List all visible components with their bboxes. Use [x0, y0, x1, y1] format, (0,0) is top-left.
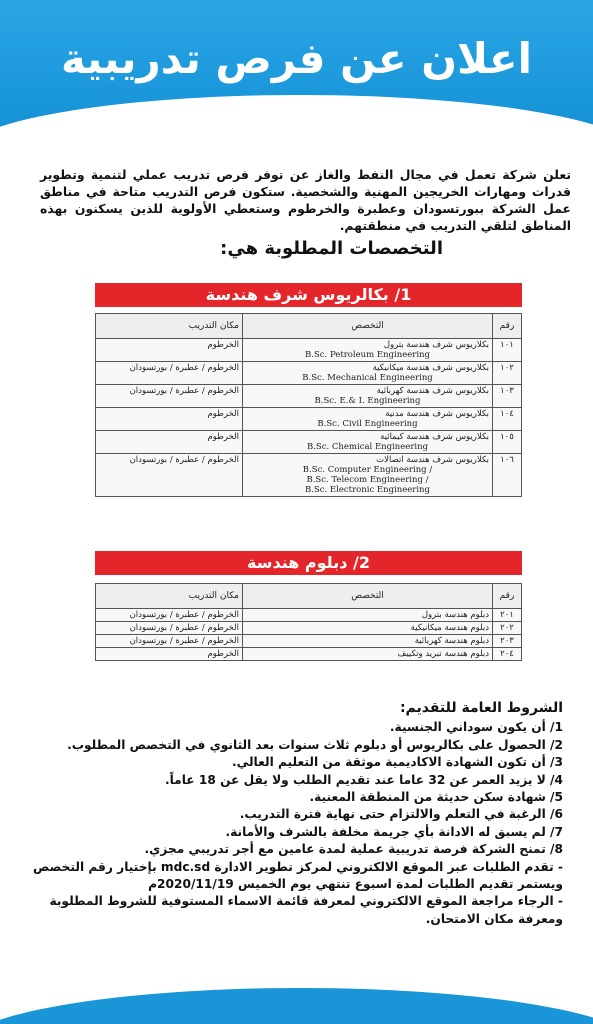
- header-specialization: التخصص: [243, 314, 493, 339]
- table-row: [96, 431, 522, 454]
- spec-ar: بكلاريوس شرف هندسة كيمائية: [380, 432, 489, 442]
- footer-wave: [0, 980, 593, 1024]
- spec-en: B.Sc. Telecom Engineering /: [306, 475, 429, 485]
- intro-paragraph: تعلن شركة تعمل في مجال النفط والغاز عن توفر فرص تدريب عملي لتنمية وتطوير قدرات ومهارات الخريجين المهنية والشخصية. ستكون فرص التدريب متاحة في مناطق عمل الشركة ببورتسودان وعطبرة والخرطوم وستعطي الأولوية للذين يسكنون بهذه المناطق لتلقي التدريب في منطقتهم.: [40, 167, 571, 233]
- spec-en: B.Sc. Mechanical Engineering: [302, 373, 433, 383]
- condition-item: 5/ شهادة سكن حديثة من المنطقة المعنية.: [309, 790, 563, 805]
- row-number: ٢٠٤: [493, 648, 522, 661]
- spec-en: B.Sc. Electronic Engineering: [305, 485, 430, 495]
- row-number: ٢٠٣: [493, 635, 522, 648]
- row-specialization: دبلوم هندسة بترول: [243, 609, 493, 622]
- row-location: الخرطوم / عطبرة / بورتسودان: [96, 622, 243, 635]
- condition-item: 4/ لا يزيد العمر عن 32 عاما عند تقديم الطلب ولا يقل عن 18 عاماً.: [164, 772, 563, 787]
- row-location: الخرطوم / عطبرة / بورتسودان: [96, 362, 243, 385]
- conditions-section: [30, 700, 563, 928]
- row-specialization: دبلوم هندسة تبريد وتكييف: [243, 648, 493, 661]
- row-specialization: [243, 408, 493, 431]
- row-number: ١٠٣: [493, 385, 522, 408]
- required-specializations-heading: التخصصات المطلوبة هي:: [220, 238, 443, 259]
- header-number: رقم: [493, 314, 522, 339]
- row-location: الخرطوم: [96, 648, 243, 661]
- section2-bar: 2/ دبلوم هندسة: [95, 551, 522, 575]
- row-specialization: [243, 454, 493, 497]
- row-location: الخرطوم / عطبرة / بورتسودان: [96, 454, 243, 497]
- table-row: [96, 609, 522, 622]
- bachelor-table: [95, 313, 522, 497]
- spec-en: B.Sc. Chemical Engineering: [306, 442, 429, 452]
- spec-ar: بكلاريوس شرف هندسة كهربائية: [376, 386, 489, 396]
- spec-en: B.Sc. E.& I. Engineering: [314, 396, 421, 406]
- review-note: - الرجاء مراجعة الموقع الالكتروني لمعرفة قائمة الاسماء المستوفية للشروط المطلوبة ومعرفة مكان الامتحان.: [49, 894, 563, 926]
- row-location: الخرطوم / عطبرة / بورتسودان: [96, 635, 243, 648]
- section1-bar: 1/ بكالريوس شرف هندسة: [95, 283, 522, 307]
- spec-ar: بكلاريوس شرف هندسة بترول: [383, 340, 489, 350]
- condition-item: 7/ لم يسبق له الادانة بأي جريمة مخلفة بالشرف والأمانة.: [225, 824, 563, 839]
- row-number: ١٠٤: [493, 408, 522, 431]
- table-row: [96, 339, 522, 362]
- row-location: الخرطوم: [96, 339, 243, 362]
- diploma-table: [95, 583, 522, 661]
- row-number: ١٠٦: [493, 454, 522, 497]
- row-location: الخرطوم: [96, 431, 243, 454]
- header-banner: [0, 0, 593, 130]
- spec-en: B.Sc. Civil Engineering: [317, 419, 418, 429]
- row-number: ١٠٥: [493, 431, 522, 454]
- table-row: [96, 362, 522, 385]
- header-location: مكان التدريب: [96, 314, 243, 339]
- table-row: [96, 385, 522, 408]
- condition-item: 2/ الحصول على بكالريوس أو دبلوم ثلاث سنوات بعد الثانوي في التخصص المطلوب.: [67, 737, 563, 752]
- row-specialization: [243, 385, 493, 408]
- header-specialization: التخصص: [243, 584, 493, 609]
- table-header-row: [96, 314, 522, 339]
- table-row: [96, 635, 522, 648]
- table-row: [96, 408, 522, 431]
- row-number: ١٠١: [493, 339, 522, 362]
- row-specialization: [243, 431, 493, 454]
- row-location: الخرطوم / عطبرة / بورتسودان: [96, 609, 243, 622]
- table-row: [96, 648, 522, 661]
- page-title: اعلان عن فرص تدريبية: [60, 34, 533, 83]
- condition-item: 3/ أن تكون الشهادة الاكاديمية موثقة من التعليم العالي.: [232, 755, 563, 770]
- row-location: الخرطوم / عطبرة / بورتسودان: [96, 385, 243, 408]
- header-location: مكان التدريب: [96, 584, 243, 609]
- spec-ar: بكلاريوس شرف هندسة اتصالات: [376, 455, 489, 465]
- application-note: - تقدم الطلبات عبر الموقع الالكتروني لمركز تطوير الادارة mdc.sd بإختيار رقم التخصص ويستمر تقديم الطلبات لمدة اسبوع تنتهي يوم الخميس 2020/11/19م: [32, 859, 563, 892]
- row-specialization: [243, 339, 493, 362]
- condition-item: 8/ تمنح الشركة فرصة تدريبية عملية لمدة عامين مع أجر تدريبي مجزي.: [144, 842, 563, 857]
- header-wave: [0, 95, 593, 130]
- conditions-title: الشروط العامة للتقديم:: [399, 700, 563, 716]
- spec-en: B.Sc. Petroleum Engineering: [305, 350, 430, 360]
- spec-en: B.Sc. Computer Engineering /: [302, 465, 433, 475]
- condition-item: 1/ أن يكون سوداني الجنسية.: [389, 720, 563, 735]
- row-location: الخرطوم: [96, 408, 243, 431]
- row-number: ٢٠٢: [493, 622, 522, 635]
- table-header-row: [96, 584, 522, 609]
- row-specialization: [243, 362, 493, 385]
- header-number: رقم: [493, 584, 522, 609]
- condition-item: 6/ الرغبة في التعلم والالتزام حتى نهاية فترة التدريب.: [239, 807, 563, 822]
- table-row: [96, 454, 522, 497]
- row-number: ٢٠١: [493, 609, 522, 622]
- row-number: ١٠٢: [493, 362, 522, 385]
- table-row: [96, 622, 522, 635]
- spec-ar: بكلاريوس شرف هندسة مدنية: [385, 409, 489, 419]
- footer-fill: [0, 988, 593, 1024]
- row-specialization: دبلوم هندسة كهربائية: [243, 635, 493, 648]
- row-specialization: دبلوم هندسة ميكانيكية: [243, 622, 493, 635]
- spec-ar: بكلاريوس شرف هندسة ميكانيكية: [372, 363, 489, 373]
